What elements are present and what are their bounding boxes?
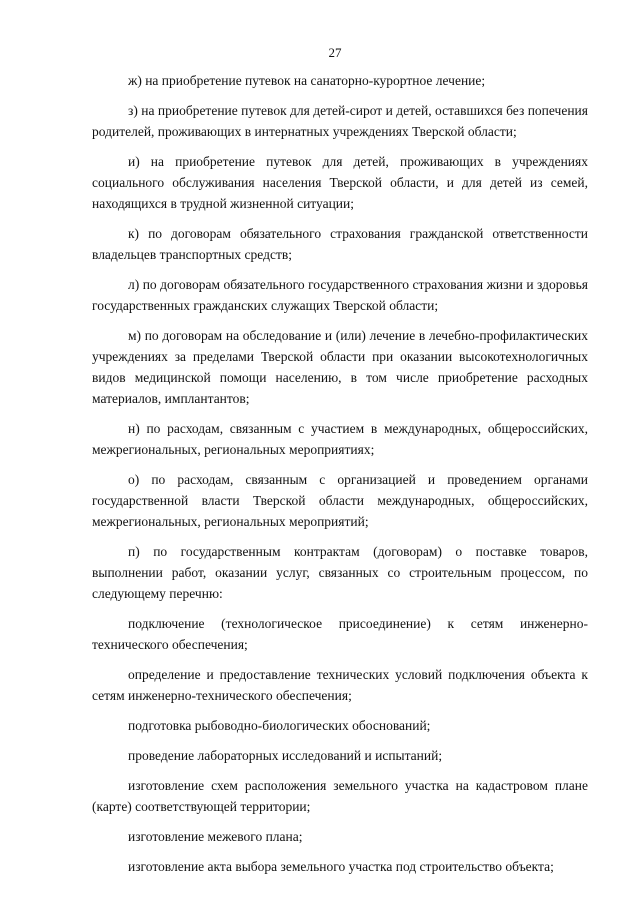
list-item-fish-biology: подготовка рыбоводно-биологических обоснований; [128,718,431,733]
list-item-boundary-plan: изготовление межевого плана; [128,829,303,844]
list-item-lab-tests: проведение лабораторных исследований и испытаний; [128,748,443,763]
paragraph-zh: ж) на приобретение путевок на санаторно-курортное лечение; [128,73,486,88]
paragraph-n: н) по расходам, связанным с участием в международных, общероссийских, межрегиональных, региональных мероприятиях; [92,421,588,457]
paragraph-k: к) по договорам обязательного страхования гражданской ответственности владельцев транспортных средств; [92,226,588,262]
page-number: 27 [328,45,342,60]
list-item-connection: подключение (технологическое присоединение) к сетям инженерно-технического обеспечения; [92,616,588,652]
paragraph-p: п) по государственным контрактам (договорам) о поставке товаров, выполнении работ, оказании услуг, связанных со строительным процессом, по следующему перечню: [92,544,588,601]
paragraph-o: о) по расходам, связанным с организацией и проведением органами государственной власти Тверской области международных, общероссийских, межрегиональных, региональных мероприятий; [92,472,588,529]
paragraph-z: з) на приобретение путевок для детей-сирот и детей, оставшихся без попечения родителей, проживающих в интернатных учреждениях Тверской области; [92,103,588,139]
paragraph-m: м) по договорам на обследование и (или) лечение в лечебно-профилактических учреждениях за пределами Тверской области при оказании высокотехнологичных видов медицинской помощи населению, в том числе приобретение расходных материалов, имплантантов; [92,328,588,406]
list-item-cadastral-schemes: изготовление схем расположения земельного участка на кадастровом плане (карте) соответствующей территории; [92,778,588,814]
list-item-technical-conditions: определение и предоставление технических условий подключения объекта к сетям инженерно-технического обеспечения; [92,667,588,703]
paragraph-l: л) по договорам обязательного государственного страхования жизни и здоровья государственных гражданских служащих Тверской области; [92,277,588,313]
paragraph-i: и) на приобретение путевок для детей, проживающих в учреждениях социального обслуживания населения Тверской области, и для детей из семей, находящихся в трудной жизненной ситуации; [92,154,588,211]
list-item-site-selection-act: изготовление акта выбора земельного участка под строительство объекта; [128,859,554,874]
document-body [92,70,588,886]
